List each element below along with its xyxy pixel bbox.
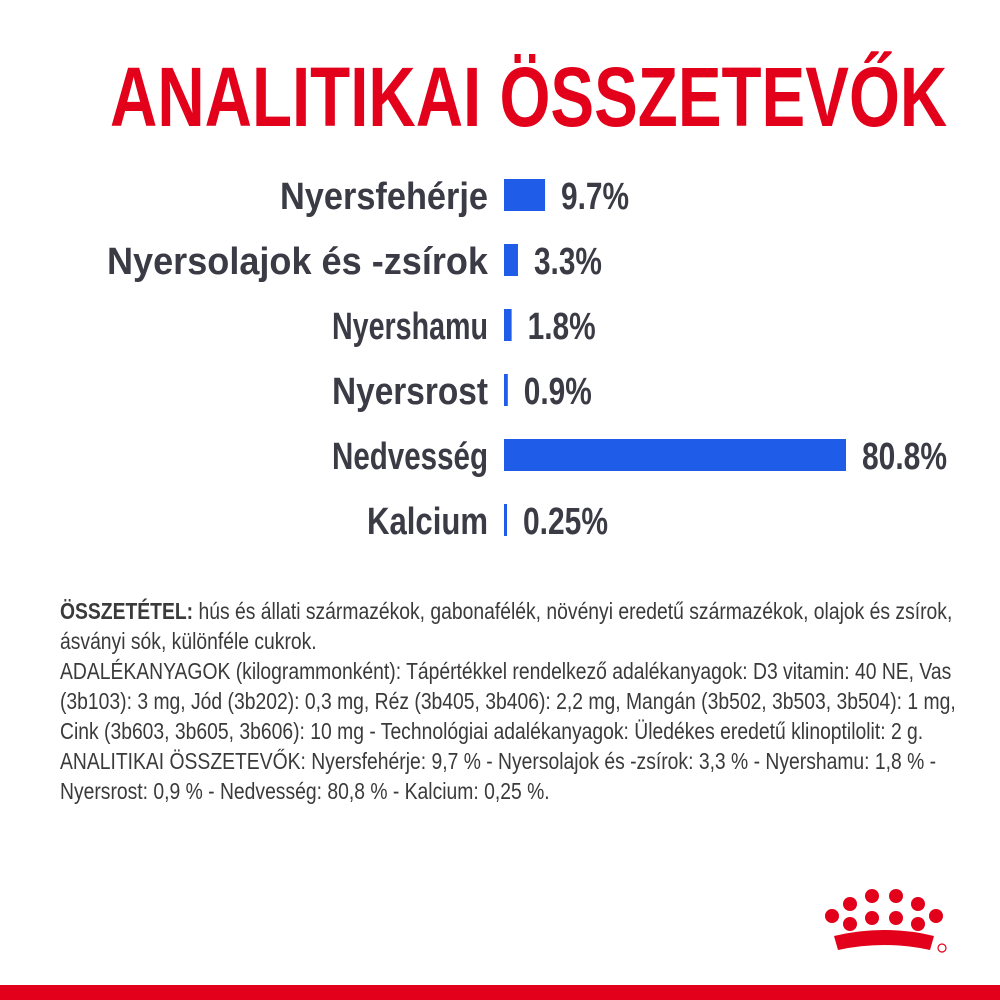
bar (504, 504, 507, 536)
value-label: 3.3% (533, 241, 602, 283)
royal-canin-crown-icon (820, 880, 950, 960)
composition-body: hús és állati származékok, gabonafélék, növényi eredetű származékok, olajok és zsírok, ásványi sók, különféle cukrok. (60, 598, 953, 654)
category-label: Nedvesség (332, 436, 488, 478)
analytical-paragraph: ANALITIKAI ÖSSZETEVŐK: Nyersfehérje: 9,7 % - Nyersolajok és -zsírok: 3,3 % - Nyershamu: 1,8 % - Nyersrost: 0,9 % - Nedvesség: 80,8 % - Kalcium: 0,25 %. (60, 748, 937, 804)
bar (504, 179, 545, 211)
additives-paragraph: ADALÉKANYAGOK (kilogrammonként): Tápértékkel rendelkező adalékanyagok: D3 vitamin: 40 NE, Vas (3b103): 3 mg, Jód (3b202): 0,3 mg, Réz (3b405, 3b406): 2,2 mg, Mangán (3b502, 3b503, 3b504): 1 mg, Cink (3b603, 3b605, 3b606): 10 mg - Technológiai adalékanyagok: Üledékes eredetű klinoptilolit: 2 g. (60, 658, 956, 744)
value-label: 1.8% (527, 306, 596, 348)
bar (504, 439, 846, 471)
bar (504, 374, 508, 406)
category-label: Nyersrost (332, 371, 489, 413)
category-label: Nyersolajok és -zsírok (107, 241, 489, 283)
value-label: 9.7% (561, 176, 630, 218)
nutrient-bar-chart (0, 160, 1000, 560)
category-label: Nyersfehérje (280, 176, 488, 218)
category-label: Kalcium (367, 501, 488, 543)
value-label: 0.9% (523, 371, 592, 413)
page-title: ANALITIKAI ÖSSZETEVŐK (110, 50, 948, 144)
category-label: Nyershamu (332, 306, 488, 348)
composition-heading: ÖSSZETÉTEL: (60, 598, 194, 624)
composition-text (60, 596, 960, 806)
value-label: 80.8% (862, 436, 947, 478)
bar (504, 244, 518, 276)
bottom-brand-bar (0, 985, 1000, 1000)
value-label: 0.25% (523, 501, 608, 543)
bar (504, 309, 512, 341)
composition-paragraph (60, 596, 960, 656)
